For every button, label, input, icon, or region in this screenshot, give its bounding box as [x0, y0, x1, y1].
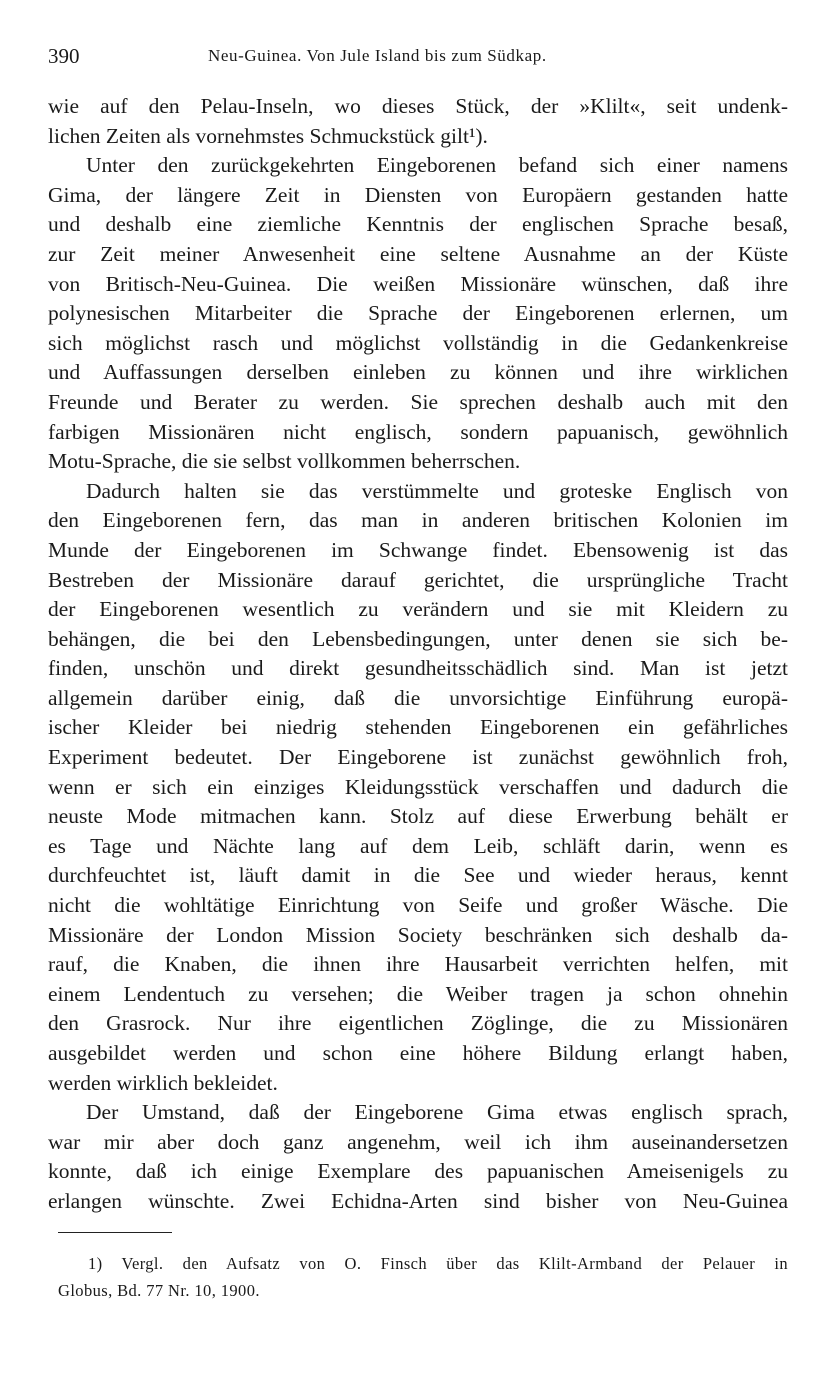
text-line: den Eingeborenen fern, das man in anderen britischen Kolonien im	[48, 508, 788, 533]
footnote	[58, 1250, 788, 1304]
text-line: Motu-Sprache, die sie selbst vollkommen beherrschen.	[48, 449, 521, 474]
text-line: der Eingeborenen wesentlich zu verändern und sie mit Kleidern zu	[48, 597, 788, 622]
text-line: nicht die wohltätige Einrichtung von Seife und großer Wäsche. Die	[48, 893, 788, 918]
text-line: Der Umstand, daß der Eingeborene Gima etwas englisch sprach,	[86, 1100, 788, 1125]
running-title: Neu-Guinea. Von Jule Island bis zum Südkap.	[208, 46, 547, 65]
text-line: behängen, die bei den Lebensbedingungen, unter denen sie sich be-	[48, 626, 788, 651]
text-line: erlangen wünschte. Zwei Echidna-Arten sind bisher von Neu-Guinea	[48, 1188, 788, 1213]
text-line: Munde der Eingeborenen im Schwange findet. Ebensowenig ist das	[48, 537, 788, 562]
body-text	[48, 92, 788, 1217]
text-line: zur Zeit meiner Anwesenheit eine seltene Ausnahme an der Küste	[48, 241, 788, 266]
text-line: allgemein darüber einig, daß die unvorsichtige Einführung europä-	[48, 685, 788, 710]
footnote-line: 1) Vergl. den Aufsatz von O. Finsch über das Klilt-Armband der Pelauer in	[88, 1254, 788, 1273]
text-line: Missionäre der London Mission Society beschränken sich deshalb da-	[48, 922, 788, 947]
text-line: durchfeuchtet ist, läuft damit in die See und wieder heraus, kennt	[48, 863, 788, 888]
text-line: von Britisch-Neu-Guinea. Die weißen Missionäre wünschen, daß ihre	[48, 271, 788, 296]
text-line: den Grasrock. Nur ihre eigentlichen Zöglinge, die zu Missionären	[48, 1011, 788, 1036]
text-line: Unter den zurückgekehrten Eingeborenen befand sich einer namens	[86, 153, 788, 178]
text-line: und deshalb eine ziemliche Kenntnis der englischen Sprache besaß,	[48, 212, 788, 237]
text-line: ischer Kleider bei niedrig stehenden Eingeborenen ein gefährliches	[48, 715, 788, 740]
text-line: es Tage und Nächte lang auf dem Leib, schläft darin, wenn es	[48, 833, 788, 858]
text-line: und Auffassungen derselben einleben zu können und ihre wirklichen	[48, 360, 788, 385]
text-line: neuste Mode mitmachen kann. Stolz auf diese Erwerbung behält er	[48, 804, 788, 829]
text-line: wie auf den Pelau-Inseln, wo dieses Stück, der »Klilt«, seit undenk-	[48, 94, 788, 118]
text-line: konnte, daß ich einige Exemplare des papuanischen Ameisenigels zu	[48, 1159, 788, 1184]
text-line: einem Lendentuch zu versehen; die Weiber tragen ja schon ohnehin	[48, 981, 788, 1006]
page-header	[48, 44, 788, 72]
text-line: Dadurch halten sie das verstümmelte und groteske Englisch von	[86, 478, 788, 503]
text-line: wenn er sich ein einziges Kleidungsstück verschaffen und dadurch die	[48, 774, 788, 799]
text-line: rauf, die Knaben, die ihnen ihre Hausarbeit verrichten helfen, mit	[48, 952, 788, 977]
text-line: polynesischen Mitarbeiter die Sprache der Eingeborenen erlernen, um	[48, 301, 788, 326]
footnote-line: Globus, Bd. 77 Nr. 10, 1900.	[58, 1281, 260, 1300]
text-line: Gima, der längere Zeit in Diensten von Europäern gestanden hatte	[48, 182, 788, 207]
text-line: farbigen Missionären nicht englisch, sondern papuanisch, gewöhnlich	[48, 419, 788, 444]
text-line: sich möglichst rasch und möglichst vollständig in die Gedankenkreise	[48, 330, 788, 355]
text-line: Freunde und Berater zu werden. Sie sprechen deshalb auch mit den	[48, 389, 788, 414]
text-line: war mir aber doch ganz angenehm, weil ich ihm auseinandersetzen	[48, 1129, 788, 1154]
text-line: ausgebildet werden und schon eine höhere Bildung erlangt haben,	[48, 1041, 788, 1065]
page-number: 390	[48, 44, 80, 68]
text-line: Experiment bedeutet. Der Eingeborene ist zunächst gewöhnlich froh,	[48, 745, 788, 770]
text-line: Bestreben der Missionäre darauf gerichtet, die ursprüngliche Tracht	[48, 567, 788, 592]
text-line: werden wirklich bekleidet.	[48, 1070, 278, 1095]
footnote-separator	[58, 1232, 172, 1233]
text-line: finden, unschön und direkt gesundheitsschädlich sind. Man ist jetzt	[48, 656, 788, 681]
text-line: lichen Zeiten als vornehmstes Schmuckstück gilt¹).	[48, 123, 488, 148]
